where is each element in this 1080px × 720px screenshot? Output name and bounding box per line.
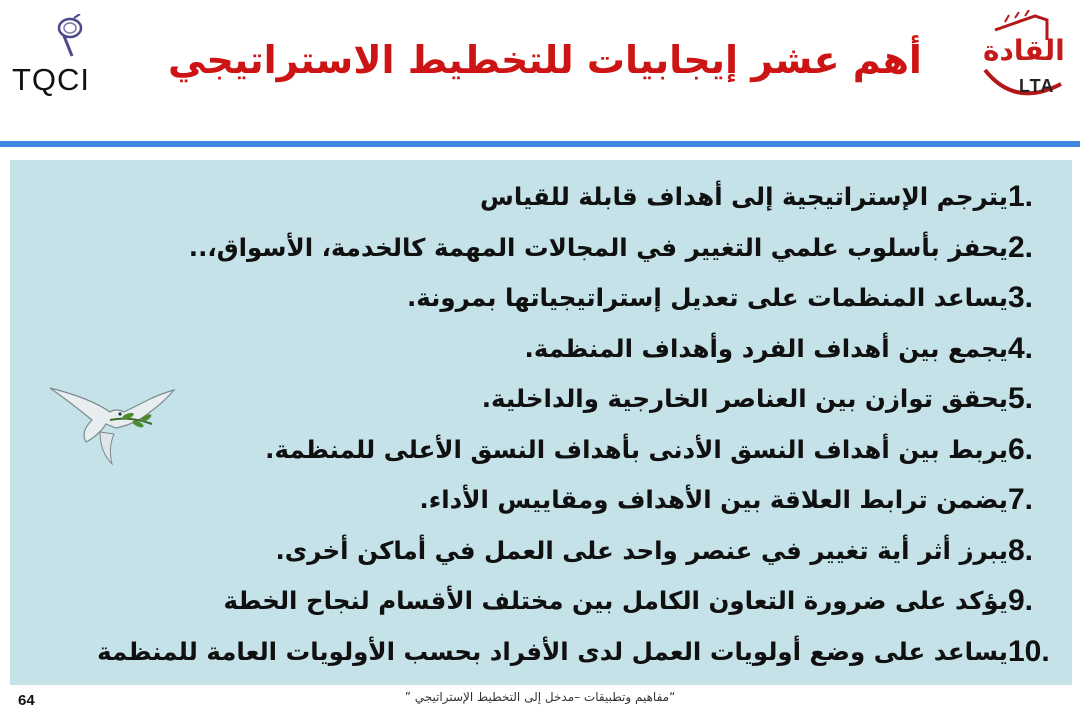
- item-text: يحفز بأسلوب علمي التغيير في المجالات المهمة كالخدمة، الأسواق،..: [188, 232, 1008, 262]
- dove-with-olive-branch-icon: [40, 372, 180, 472]
- item-number: 1.: [1008, 180, 1034, 213]
- item-text: يساعد على وضع أولويات العمل لدى الأفراد بحسب الأولويات العامة للمنظمة: [97, 636, 1008, 666]
- tqci-logo: [8, 14, 118, 98]
- item-number: 3.: [1008, 281, 1034, 314]
- list-item: [32, 627, 1072, 678]
- item-text: يربط بين أهداف النسق الأدنى بأهداف النسق الأعلى للمنظمة.: [265, 434, 1008, 464]
- list-item: [32, 324, 1072, 375]
- footer-caption: “مفاهيم وتطبيقات –مدخل إلى التخطيط الإستراتيجي ”: [404, 690, 676, 704]
- header-divider: [0, 141, 1080, 147]
- item-text: يجمع بين أهداف الفرد وأهداف المنظمة.: [524, 333, 1008, 363]
- list-item: [32, 526, 1072, 577]
- item-text: يحقق توازن بين العناصر الخارجية والداخلية.: [481, 384, 1008, 413]
- list-item: [32, 425, 1072, 476]
- item-number: 2.: [1008, 230, 1034, 264]
- item-number: 4.: [1008, 331, 1034, 365]
- item-text: يترجم الإستراتيجية إلى أهداف قابلة للقياس: [480, 182, 1008, 211]
- benefits-list: [32, 172, 1072, 677]
- lta-logo-text: LTA: [1019, 76, 1055, 96]
- lta-logo-arabic: القادة: [983, 34, 1065, 67]
- tqci-emblem-icon: [52, 14, 88, 58]
- item-number: 8.: [1008, 533, 1034, 567]
- list-item: [32, 576, 1072, 627]
- list-item: [32, 374, 1072, 425]
- item-number: 9.: [1008, 584, 1034, 617]
- list-item: [32, 475, 1072, 526]
- list-item: [32, 172, 1072, 223]
- item-text: يبرز أثر أية تغيير في عنصر واحد على العمل في أماكن أخرى.: [275, 535, 1008, 565]
- item-number: 6.: [1008, 432, 1034, 466]
- item-text: يضمن ترابط العلاقة بين الأهداف ومقاييس الأداء.: [419, 485, 1008, 514]
- list-item: [32, 273, 1072, 324]
- item-text: يؤكد على ضرورة التعاون الكامل بين مختلف الأقسام لنجاح الخطة: [223, 586, 1008, 615]
- tqci-logo-text: TQCI: [12, 62, 91, 97]
- lta-logo: [975, 10, 1070, 120]
- page-number: 64: [18, 692, 35, 709]
- item-number: 10.: [1008, 634, 1050, 668]
- item-text: يساعد المنظمات على تعديل إستراتيجياتها بمرونة.: [407, 283, 1008, 312]
- item-number: 5.: [1008, 382, 1034, 415]
- page-title: أهم عشر إيجابيات للتخطيط الاستراتيجي: [168, 38, 922, 82]
- item-number: 7.: [1008, 483, 1034, 516]
- list-item: [32, 223, 1072, 274]
